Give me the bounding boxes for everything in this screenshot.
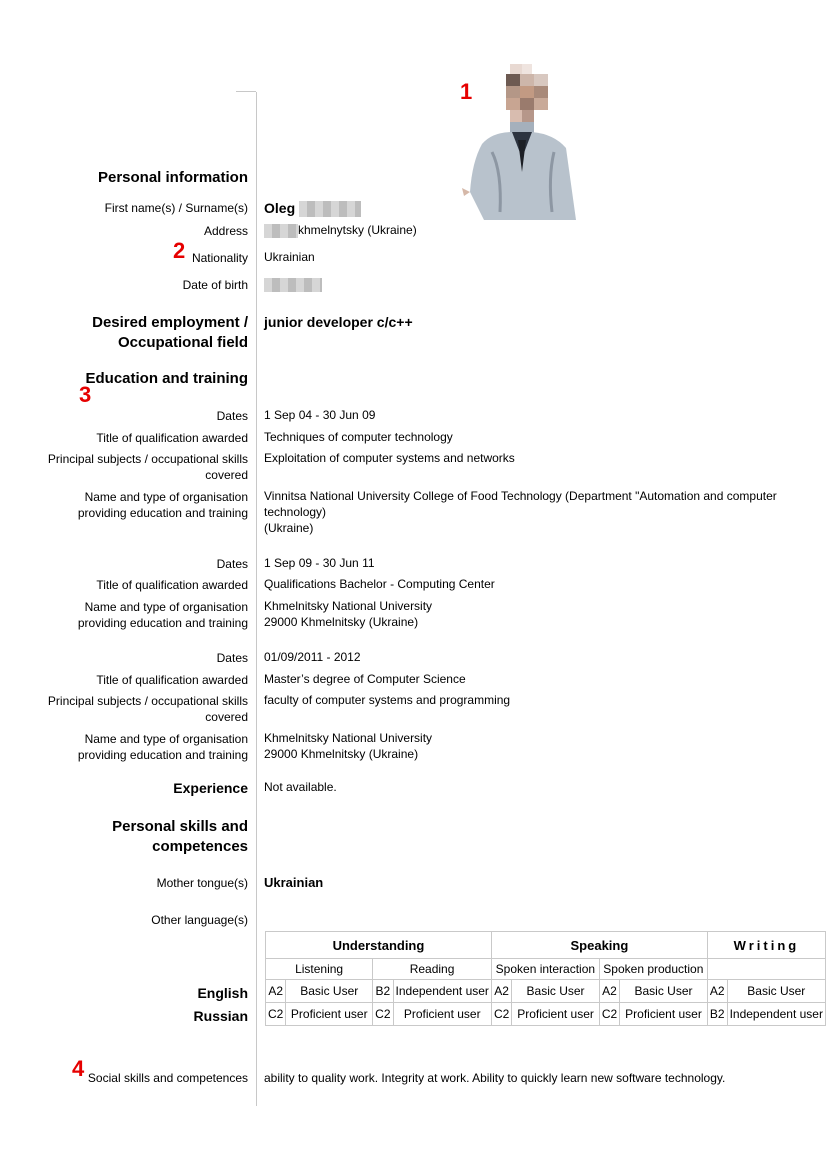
edu2-title: Qualifications Bachelor - Computing Center [264,577,495,591]
subheader-reading: Reading [373,959,492,980]
edu1-org-2: technology) [264,505,327,519]
level-text: Independent user [393,980,491,1003]
level-code: A2 [491,980,511,1003]
section-personal-skills [112,817,248,857]
profile-photo [462,62,580,220]
other-languages-label: Other language(s) [151,913,248,927]
edu3-subjects-label-1: Principal subjects / occupational skills [47,694,248,708]
section-education: Education and training [85,370,248,387]
level-text: Proficient user [512,1003,600,1026]
edu2-org-2: 29000 Khmelnitsky (Ukraine) [264,615,419,629]
edu3-org-2: 29000 Khmelnitsky (Ukraine) [264,747,419,761]
edu3-subjects: faculty of computer systems and programming [264,693,511,707]
dob-label: Date of birth [182,278,248,292]
desired-label-line2: Occupational field [117,334,248,351]
edu2-dates: 1 Sep 09 - 30 Jun 11 [264,556,375,570]
edu1-dates: 1 Sep 04 - 30 Jun 09 [264,408,376,422]
divider-top [236,91,256,92]
subheader-spoken-interaction: Spoken interaction [491,959,599,980]
edu3-org [264,730,432,762]
name-value [264,199,361,217]
edu3-title-label: Title of qualification awarded [96,673,248,687]
edu2-org-label [78,599,248,631]
annotation-marker-4: 4 [72,1056,85,1081]
column-divider [256,92,257,1106]
edu1-subjects-label-1: Principal subjects / occupational skills [47,452,248,466]
language-name-english: English [197,985,248,1001]
desired-label-line1: Desired employment / [92,314,248,331]
level-text: Proficient user [393,1003,491,1026]
nationality-value: Ukrainian [264,250,315,264]
level-code: B2 [707,1003,727,1026]
skills-line1: Personal skills and [112,818,248,835]
address-value [264,222,417,238]
edu1-org [264,488,777,536]
level-code: B2 [373,980,393,1003]
address-city: khmelnytsky (Ukraine) [298,223,417,237]
redacted-surname [299,201,361,217]
experience-value: Not available. [264,780,337,794]
social-skills-value: ability to quality work. Integrity at work. Ability to quickly learn new software technology. [264,1071,726,1085]
edu2-org-1: Khmelnitsky National University [264,599,433,613]
edu1-subjects-label-2: covered [205,468,248,482]
edu1-org-3: (Ukraine) [264,521,314,535]
edu1-org-label [78,489,248,521]
skills-line2: competences [152,838,248,855]
table-row-english [266,980,826,1003]
address-label: Address [203,224,248,238]
level-code: A2 [599,980,619,1003]
edu1-org-label-2: providing education and training [77,506,248,520]
edu1-subjects-label [48,451,248,483]
edu2-dates-label: Dates [216,557,248,571]
annotation-marker-1: 1 [460,79,473,104]
header-writing: Writing [707,932,825,959]
mother-tongue-value: Ukrainian [264,875,324,890]
level-code: A2 [266,980,286,1003]
edu1-title: Techniques of computer technology [264,430,453,444]
level-text: Basic User [286,980,373,1003]
level-text: Proficient user [620,1003,708,1026]
language-table [265,931,826,1026]
annotation-marker-2: 2 [173,238,186,263]
redacted-address [264,224,298,238]
edu1-org-label-1: Name and type of organisation [84,490,248,504]
edu3-subjects-label [48,693,248,725]
level-code: C2 [373,1003,393,1026]
redacted-dob [264,278,322,292]
annotation-marker-3: 3 [79,382,92,407]
section-personal-information: Personal information [97,169,248,186]
edu3-title: Master’s degree of Computer Science [264,672,466,686]
nationality-label: Nationality [191,251,248,265]
subheader-spoken-production: Spoken production [599,959,707,980]
table-row-russian [266,1003,826,1026]
level-text: Basic User [620,980,708,1003]
level-code: C2 [491,1003,511,1026]
level-text: Basic User [727,980,825,1003]
edu3-org-label-2: providing education and training [77,748,248,762]
experience-label: Experience [173,780,248,796]
level-code: A2 [707,980,727,1003]
level-code: C2 [266,1003,286,1026]
edu2-org-label-2: providing education and training [77,616,248,630]
level-text: Independent user [727,1003,825,1026]
header-speaking: Speaking [491,932,707,959]
edu3-dates-label: Dates [216,651,248,665]
edu2-org [264,598,432,630]
name-label: First name(s) / Surname(s) [104,201,248,215]
social-skills-label: Social skills and competences [87,1071,248,1085]
edu2-title-label: Title of qualification awarded [96,578,248,592]
edu1-subjects: Exploitation of computer systems and networks [264,451,515,465]
level-text: Basic User [512,980,600,1003]
language-name-russian: Russian [193,1008,248,1024]
edu1-dates-label: Dates [216,409,248,423]
desired-employment-label [92,313,248,353]
desired-employment-value: junior developer c/c++ [264,314,413,330]
edu1-org-1: Vinnitsa National University College of Food Technology (Department "Automation and computer [264,489,777,503]
edu3-org-label [78,731,248,763]
header-understanding: Understanding [266,932,492,959]
level-code: C2 [599,1003,619,1026]
subheader-listening: Listening [266,959,373,980]
edu3-dates: 01/09/2011 - 2012 [264,650,361,664]
mother-tongue-label: Mother tongue(s) [156,876,248,890]
subheader-writing-empty [707,959,825,980]
level-text: Proficient user [286,1003,373,1026]
edu3-org-1: Khmelnitsky National University [264,731,433,745]
edu1-title-label: Title of qualification awarded [96,431,248,445]
edu2-org-label-1: Name and type of organisation [84,600,248,614]
dob-value [264,276,322,292]
edu3-org-label-1: Name and type of organisation [84,732,248,746]
first-name: Oleg [264,200,296,216]
edu3-subjects-label-2: covered [205,710,248,724]
